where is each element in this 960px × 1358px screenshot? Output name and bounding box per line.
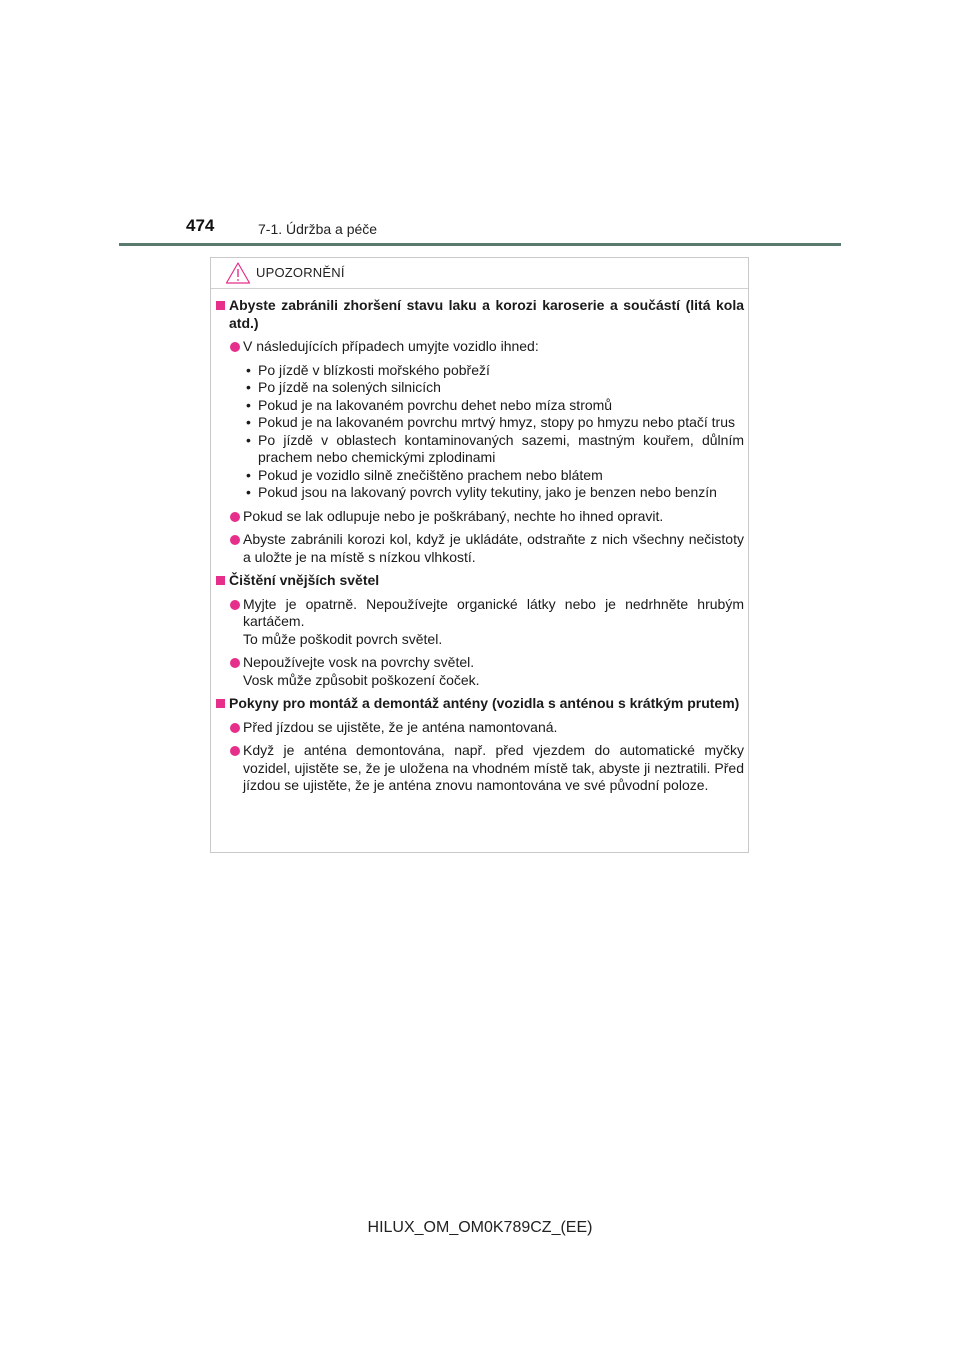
item-text: Když je anténa demontována, např. před vjezdem do automatické myčky vozidel, ujistěte se, že je uložena na vhodném místě tak, abyste ji neztratili. Před jízdou se ujistěte, že je anténa znovu namontována ve své původní poloze.: [243, 742, 744, 793]
list-item: [243, 362, 744, 380]
warning-header: [211, 258, 748, 289]
item-text-secondary: Vosk může způsobit poškození čoček.: [243, 671, 480, 688]
header-rule: [119, 243, 841, 246]
list-item-text: Po jízdě na solených silnicích: [258, 379, 441, 395]
warning-item: [215, 531, 744, 566]
list-item-text: Po jízdě v blízkosti mořského pobřeží: [258, 361, 490, 378]
list-item-text: Pokud je na lakovaném povrchu mrtvý hmyz, stopy po hmyzu nebo ptačí trus: [258, 414, 736, 430]
item-text: Nepoužívejte vosk na povrchy světel.: [243, 654, 475, 670]
warning-heading: [215, 572, 744, 590]
section-title: 7-1. Údržba a péče: [258, 221, 378, 237]
circle-bullet-icon: [230, 658, 240, 668]
warning-box: [210, 257, 749, 853]
bullet-dot: •: [246, 431, 251, 448]
warning-item: [215, 742, 744, 795]
list-item-text: Pokud je vozidlo silně znečištěno prachem nebo blátem: [258, 466, 603, 483]
list-item-text: Pokud je na lakovaném povrchu dehet nebo míza stromů: [258, 396, 613, 413]
bullet-dot: •: [246, 396, 251, 413]
warning-heading: [215, 695, 744, 713]
list-item-text: Po jízdě v oblastech kontaminovaných sazemi, mastným kouřem, důlním prachem nebo chemickými zplodinami: [258, 431, 744, 465]
warning-label: UPOZORNĚNÍ: [256, 265, 345, 280]
item-text: Abyste zabránili korozi kol, když je ukládáte, odstraňte z nich všechny nečistoty a uložte je na místě s nízkou vlhkostí.: [243, 531, 744, 565]
warning-heading: [215, 297, 744, 332]
circle-bullet-icon: [230, 600, 240, 610]
bullet-dot: •: [246, 361, 251, 378]
item-text: Před jízdou se ujistěte, že je anténa namontovaná.: [243, 718, 558, 735]
footer-document-code: HILUX_OM_OM0K789CZ_(EE): [367, 1219, 593, 1236]
list-item: [243, 414, 744, 432]
warning-item: [215, 338, 744, 502]
bullet-dot: •: [246, 414, 251, 430]
warning-item: [215, 508, 744, 526]
bullet-list: [243, 362, 744, 502]
warning-content: [215, 297, 744, 801]
square-bullet-icon: [216, 576, 225, 585]
page-number: 474: [186, 216, 215, 235]
warning-item: [215, 654, 744, 689]
item-text-secondary: To může poškodit povrch světel.: [243, 630, 443, 647]
circle-bullet-icon: [230, 342, 240, 352]
circle-bullet-icon: [230, 723, 240, 733]
warning-item: [215, 596, 744, 649]
item-text: Myjte je opatrně. Nepoužívejte organické látky nebo je nedrhněte hrubým kartáčem.: [243, 595, 744, 629]
item-text: Pokud se lak odlupuje nebo je poškrábaný, nechte ho ihned opravit.: [243, 507, 664, 524]
list-item: [243, 397, 744, 415]
circle-bullet-icon: [230, 746, 240, 756]
warning-triangle-icon: [225, 261, 251, 285]
item-text: V následujících případech umyjte vozidlo ihned:: [243, 338, 539, 354]
list-item-text: Pokud jsou na lakovaný povrch vylity tekutiny, jako je benzen nebo benzín: [258, 484, 717, 500]
list-item: [243, 484, 744, 502]
bullet-dot: •: [246, 484, 251, 500]
heading-text: Abyste zabránili zhoršení stavu laku a korozi karoserie a součástí (litá kola atd.): [229, 297, 744, 331]
bullet-dot: •: [246, 379, 251, 395]
heading-text: Pokyny pro montáž a demontáž antény (vozidla s anténou s krátkým prutem): [229, 695, 740, 711]
list-item: [243, 467, 744, 485]
warning-item: [215, 719, 744, 737]
square-bullet-icon: [216, 301, 225, 310]
list-item: [243, 432, 744, 467]
circle-bullet-icon: [230, 535, 240, 545]
circle-bullet-icon: [230, 512, 240, 522]
square-bullet-icon: [216, 699, 225, 708]
heading-text: Čištění vnějších světel: [229, 572, 380, 588]
bullet-dot: •: [246, 466, 251, 483]
list-item: [243, 379, 744, 397]
